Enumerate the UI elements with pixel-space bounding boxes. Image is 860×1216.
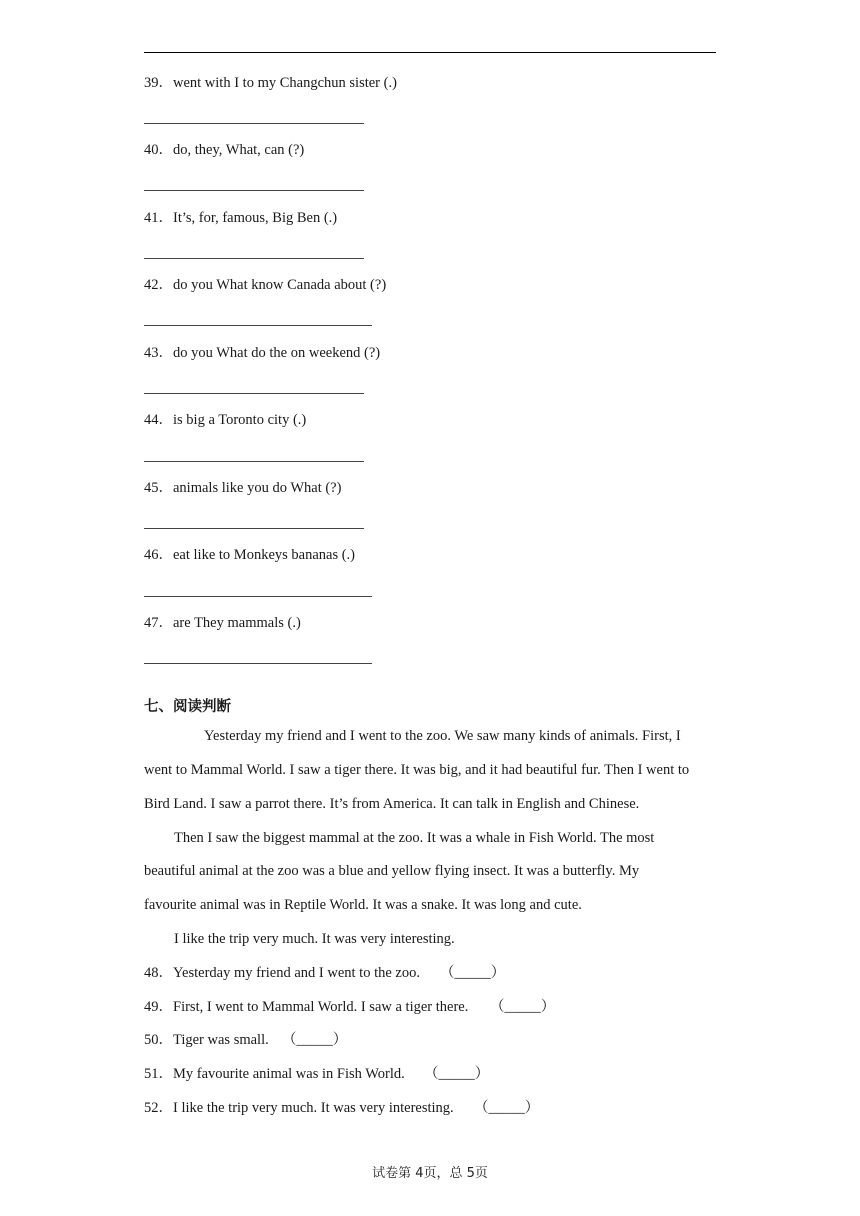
passage-line: beautiful animal at the zoo was a blue and yellow flying insect. It was a butterfly. My <box>144 863 640 879</box>
passage-line: Then I saw the biggest mammal at the zoo. It was a whale in Fish World. The most <box>174 830 655 846</box>
header-rule <box>144 52 716 53</box>
answer-line-46[interactable] <box>144 596 372 597</box>
answer-line-39[interactable] <box>144 123 364 124</box>
answer-line-40[interactable] <box>144 190 364 191</box>
question-47: 47．are They mammals (.) <box>144 615 301 631</box>
answer-line-41[interactable] <box>144 258 364 259</box>
judgment-50: 50．Tiger was small. <box>144 1032 269 1048</box>
page-footer: 试卷第 4页，总 5页 <box>372 1166 488 1181</box>
passage-line: favourite animal was in Reptile World. It was a snake. It was long and cute. <box>144 897 582 913</box>
question-42: 42．do you What know Canada about (?) <box>144 277 387 293</box>
question-45: 45．animals like you do What (?) <box>144 480 342 496</box>
question-41: 41．It’s, for, famous, Big Ben (.) <box>144 210 338 226</box>
question-39: 39．went with I to my Changchun sister (.) <box>144 75 397 91</box>
passage-line: Yesterday my friend and I went to the zoo. We saw many kinds of animals. First, I <box>204 728 681 744</box>
judgment-52: 52．I like the trip very much. It was very interesting. <box>144 1100 454 1116</box>
answer-line-44[interactable] <box>144 461 364 462</box>
judgment-51: 51．My favourite animal was in Fish World. <box>144 1066 405 1082</box>
passage-line: Bird Land. I saw a parrot there. It’s from America. It can talk in English and Chinese. <box>144 796 640 812</box>
answer-line-45[interactable] <box>144 528 364 529</box>
answer-blank-52[interactable]: （_____） <box>474 1100 540 1116</box>
question-44: 44．is big a Toronto city (.) <box>144 412 307 428</box>
question-46: 46．eat like to Monkeys bananas (.) <box>144 547 356 563</box>
question-40: 40．do, they, What, can (?) <box>144 142 305 158</box>
passage-line: I like the trip very much. It was very interesting. <box>174 931 455 947</box>
answer-blank-49[interactable]: （_____） <box>490 999 556 1015</box>
answer-line-42[interactable] <box>144 325 372 326</box>
answer-line-43[interactable] <box>144 393 364 394</box>
passage-line: went to Mammal World. I saw a tiger there. It was big, and it had beautiful fur. Then I went to <box>144 762 690 778</box>
judgment-48: 48．Yesterday my friend and I went to the zoo. <box>144 965 420 981</box>
answer-line-47[interactable] <box>144 663 372 664</box>
question-43: 43．do you What do the on weekend (?) <box>144 345 381 361</box>
section-title: 七、阅读判断 <box>144 699 231 715</box>
answer-blank-51[interactable]: （_____） <box>424 1066 490 1082</box>
answer-blank-50[interactable]: （_____） <box>282 1032 348 1048</box>
answer-blank-48[interactable]: （_____） <box>440 965 506 981</box>
judgment-49: 49．First, I went to Mammal World. I saw a tiger there. <box>144 999 469 1015</box>
